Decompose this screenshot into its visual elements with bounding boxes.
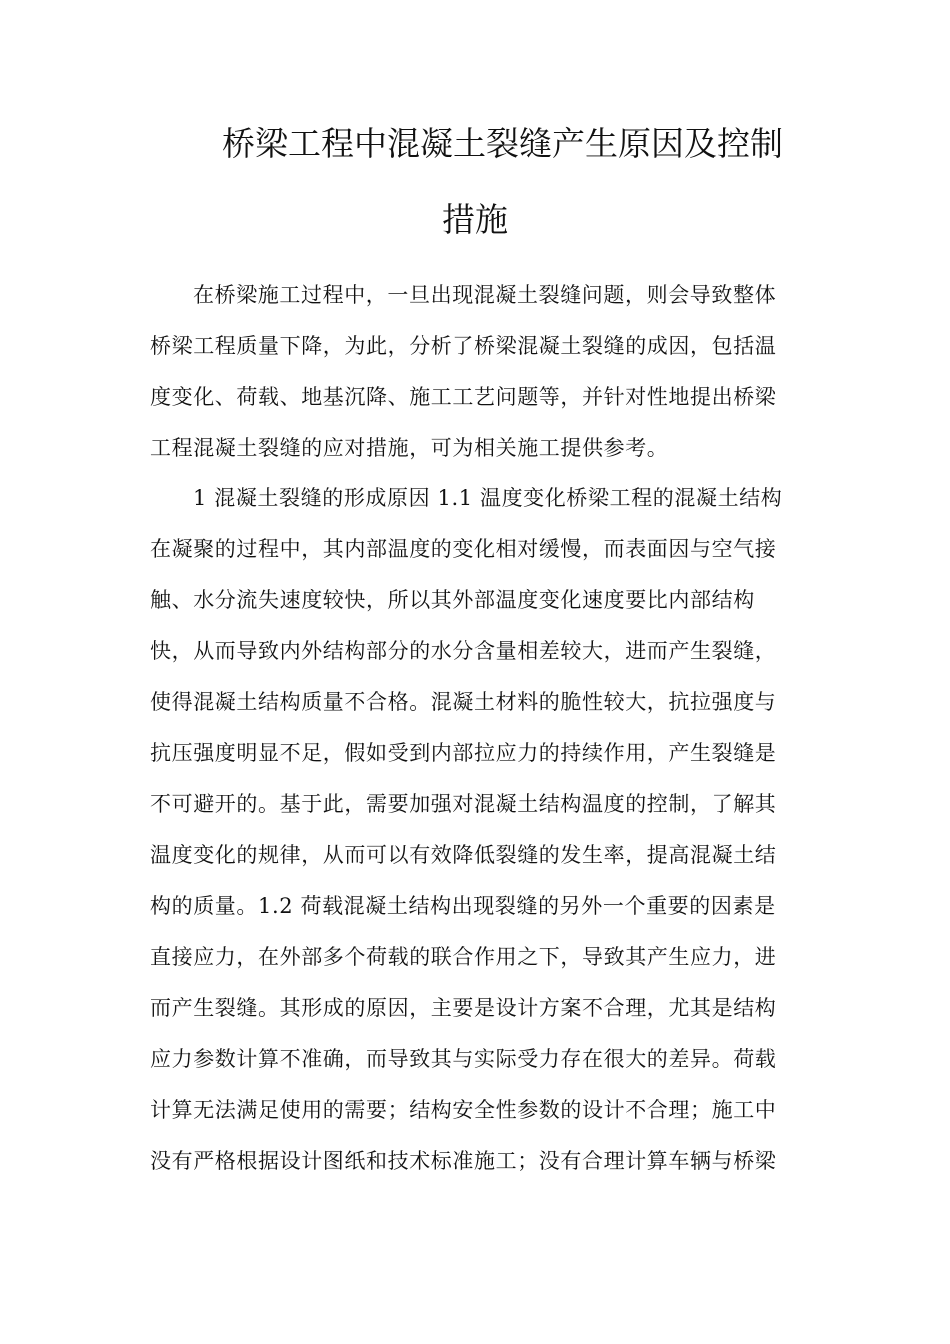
document-title-line-2: 措施: [442, 200, 508, 239]
paragraph-2-line: 构的质量。1.2 荷载混凝土结构出现裂缝的另外一个重要的因素是: [150, 894, 776, 918]
paragraph-1-line: 度变化、荷载、地基沉降、施工工艺问题等，并针对性地提出桥梁: [150, 385, 777, 409]
paragraph-2-line: 使得混凝土结构质量不合格。混凝土材料的脆性较大，抗拉强度与: [150, 690, 777, 714]
paragraph-2-line: 没有严格根据设计图纸和技术标准施工；没有合理计算车辆与桥梁: [150, 1149, 777, 1173]
paragraph-2-line: 不可避开的。基于此，需要加强对混凝土结构温度的控制，了解其: [150, 792, 777, 816]
paragraph-2-line: 在凝聚的过程中，其内部温度的变化相对缓慢，而表面因与空气接: [150, 537, 777, 561]
paragraph-2-line: 温度变化的规律，从而可以有效降低裂缝的发生率，提高混凝土结: [150, 843, 777, 867]
paragraph-1-line: 工程混凝土裂缝的应对措施，可为相关施工提供参考。: [150, 436, 669, 460]
paragraph-2-line: 计算无法满足使用的需要；结构安全性参数的设计不合理；施工中: [150, 1098, 777, 1122]
paragraph-2-line: 应力参数计算不准确，而导致其与实际受力存在很大的差异。荷载: [150, 1047, 777, 1071]
paragraph-1-line: 桥梁工程质量下降，为此，分析了桥梁混凝土裂缝的成因，包括温: [150, 334, 777, 358]
paragraph-2-line: 抗压强度明显不足，假如受到内部拉应力的持续作用，产生裂缝是: [150, 741, 777, 765]
paragraph-2-line: 1 混凝土裂缝的形成原因 1.1 温度变化桥梁工程的混凝土结构: [193, 486, 783, 510]
paragraph-2-line: 触、水分流失速度较快，所以其外部温度变化速度要比内部结构: [150, 588, 755, 612]
paragraph-2-line: 直接应力，在外部多个荷载的联合作用之下，导致其产生应力，进: [150, 945, 777, 969]
paragraph-1-line: 在桥梁施工过程中，一旦出现混凝土裂缝问题，则会导致整体: [193, 283, 777, 307]
paragraph-2-line: 快，从而导致内外结构部分的水分含量相差较大，进而产生裂缝，: [150, 639, 777, 663]
document-title-line-1: 桥梁工程中混凝土裂缝产生原因及控制: [222, 124, 783, 163]
paragraph-2-line: 而产生裂缝。其形成的原因，主要是设计方案不合理，尤其是结构: [150, 996, 777, 1020]
